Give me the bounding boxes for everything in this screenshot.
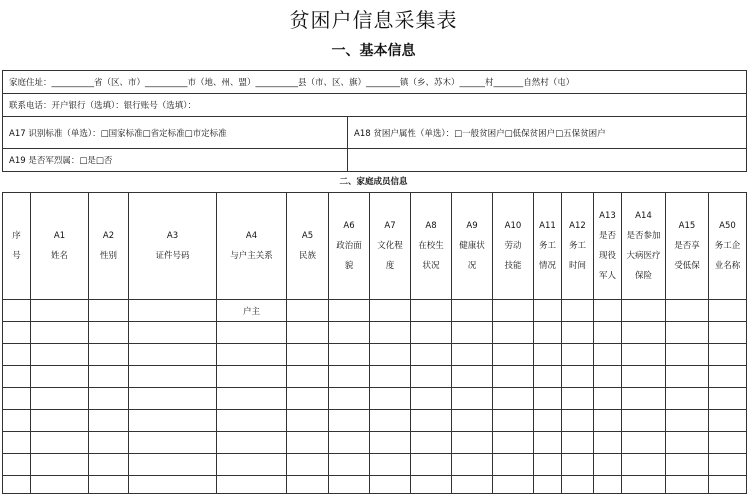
member-cell[interactable]: [329, 344, 370, 366]
member-cell[interactable]: [709, 476, 747, 494]
column-header-line: 受低保: [674, 261, 700, 271]
member-cell[interactable]: [594, 344, 622, 366]
member-cell[interactable]: [562, 344, 594, 366]
column-header-line: 状况: [422, 261, 440, 271]
column-header-line: 业名称: [714, 261, 741, 271]
member-cell[interactable]: [217, 454, 287, 476]
member-cell[interactable]: [493, 410, 534, 432]
member-cell[interactable]: [493, 432, 534, 454]
member-cell[interactable]: [452, 476, 493, 494]
form-title: 贫困户信息采集表: [289, 8, 458, 32]
member-cell[interactable]: [666, 454, 709, 476]
member-cell[interactable]: [129, 388, 217, 410]
member-cell[interactable]: [562, 476, 594, 494]
member-cell[interactable]: [370, 388, 411, 410]
member-cell[interactable]: [329, 432, 370, 454]
member-cell[interactable]: [89, 388, 129, 410]
member-cell[interactable]: [3, 476, 31, 494]
member-cell[interactable]: [594, 454, 622, 476]
member-cell[interactable]: [493, 476, 534, 494]
member-cell[interactable]: [411, 476, 452, 494]
member-cell[interactable]: [452, 366, 493, 388]
member-cell[interactable]: [493, 322, 534, 344]
member-cell[interactable]: [493, 454, 534, 476]
column-header-2: [89, 193, 129, 300]
column-header-line: 政治面: [336, 241, 362, 251]
a19-empty-cell: [348, 149, 747, 172]
member-cell[interactable]: [370, 454, 411, 476]
member-cell[interactable]: [370, 432, 411, 454]
member-cell[interactable]: [666, 410, 709, 432]
member-cell[interactable]: [287, 300, 329, 322]
member-cell[interactable]: [370, 366, 411, 388]
member-cell[interactable]: [666, 432, 709, 454]
column-header-line: A6: [343, 221, 355, 231]
column-header-line: 劳动: [504, 241, 522, 251]
column-header-line: 号: [12, 251, 21, 261]
column-header-14: [622, 193, 666, 300]
member-cell[interactable]: [31, 410, 89, 432]
member-cell[interactable]: [3, 344, 31, 366]
column-header-line: 务工: [538, 241, 556, 251]
column-header-line: 保险: [634, 271, 652, 281]
member-row: [3, 432, 747, 454]
column-header-11: [534, 193, 562, 300]
member-cell[interactable]: [452, 454, 493, 476]
column-header-line: A11: [539, 221, 556, 231]
column-header-12: [562, 193, 594, 300]
member-cell[interactable]: [562, 300, 594, 322]
member-cell[interactable]: [129, 432, 217, 454]
member-cell[interactable]: [622, 344, 666, 366]
column-header-16: [709, 193, 747, 300]
column-header-line: A4: [245, 231, 258, 241]
member-cell[interactable]: [622, 410, 666, 432]
member-cell[interactable]: [3, 322, 31, 344]
column-header-line: 大病医疗: [626, 251, 661, 261]
member-cell[interactable]: [31, 476, 89, 494]
member-cell[interactable]: [562, 410, 594, 432]
column-header-line: 务工: [568, 241, 586, 251]
member-cell[interactable]: [709, 388, 747, 410]
member-cell[interactable]: [493, 366, 534, 388]
column-header-line: A7: [384, 221, 396, 231]
member-cell[interactable]: [562, 432, 594, 454]
member-cell[interactable]: [329, 454, 370, 476]
member-cell[interactable]: [452, 410, 493, 432]
member-cell[interactable]: [217, 476, 287, 494]
member-cell[interactable]: [534, 476, 562, 494]
member-cell[interactable]: [129, 476, 217, 494]
column-header-line: A3: [166, 231, 179, 241]
column-header-line: 军人: [598, 271, 616, 281]
member-cell[interactable]: [709, 322, 747, 344]
member-cell[interactable]: [370, 300, 411, 322]
member-cell[interactable]: [287, 344, 329, 366]
member-cell[interactable]: [666, 300, 709, 322]
member-cell[interactable]: [709, 366, 747, 388]
member-cell[interactable]: [287, 366, 329, 388]
member-cell[interactable]: [534, 300, 562, 322]
member-cell[interactable]: [493, 344, 534, 366]
member-cell[interactable]: [329, 410, 370, 432]
column-header-4: [217, 193, 287, 300]
family-members-table: [2, 192, 747, 494]
column-header-3: [129, 193, 217, 300]
member-cell[interactable]: [287, 410, 329, 432]
a19-military-family[interactable]: A19 是否军烈属：□是□否: [3, 149, 348, 172]
column-header-0: [3, 193, 31, 300]
member-cell[interactable]: [411, 388, 452, 410]
member-cell[interactable]: [622, 300, 666, 322]
member-cell[interactable]: [129, 322, 217, 344]
column-header-line: A1: [53, 231, 66, 241]
member-cell[interactable]: [287, 432, 329, 454]
member-row: [3, 388, 747, 410]
member-cell[interactable]: [411, 300, 452, 322]
column-header-line: 况: [467, 261, 477, 271]
member-cell[interactable]: [594, 366, 622, 388]
member-cell[interactable]: [534, 344, 562, 366]
member-cell[interactable]: [666, 388, 709, 410]
member-cell[interactable]: [411, 366, 452, 388]
column-header-9: [452, 193, 493, 300]
column-header-8: [411, 193, 452, 300]
member-cell[interactable]: [562, 366, 594, 388]
member-cell[interactable]: [411, 344, 452, 366]
member-cell[interactable]: [534, 454, 562, 476]
column-header-line: 务工企: [714, 241, 741, 251]
member-cell[interactable]: [452, 432, 493, 454]
section-basic-info-heading: 一、基本信息: [331, 43, 416, 59]
member-cell[interactable]: [594, 476, 622, 494]
column-header-line: 貌: [344, 261, 354, 271]
member-cell[interactable]: [666, 322, 709, 344]
member-cell[interactable]: [411, 410, 452, 432]
member-cell[interactable]: [31, 300, 89, 322]
member-cell[interactable]: [129, 300, 217, 322]
member-cell[interactable]: [370, 344, 411, 366]
member-cell[interactable]: [666, 476, 709, 494]
member-row: [3, 300, 747, 322]
member-cell[interactable]: [89, 410, 129, 432]
member-cell[interactable]: [217, 410, 287, 432]
column-header-6: [329, 193, 370, 300]
member-cell[interactable]: [493, 388, 534, 410]
member-cell[interactable]: [217, 432, 287, 454]
column-header-13: [594, 193, 622, 300]
member-row: [3, 410, 747, 432]
a17-identification-standard[interactable]: A17 识别标准（单选）：□国家标准□省定标准□市定标准: [3, 117, 348, 149]
member-cell[interactable]: [89, 476, 129, 494]
address-field[interactable]: 家庭住址：__________省（区、市）__________市（地、州、盟）__________县（市、区、旗）________镇（乡、苏木）______村_______自然村（屯）: [3, 71, 747, 94]
column-header-line: 是否享: [674, 241, 700, 251]
member-cell[interactable]: [31, 344, 89, 366]
column-header-line: 文化程: [377, 241, 403, 251]
member-cell[interactable]: [31, 322, 89, 344]
member-cell[interactable]: [89, 300, 129, 322]
member-cell[interactable]: [411, 454, 452, 476]
member-row: [3, 366, 747, 388]
a18-poverty-household-attribute[interactable]: A18 贫困户属性（单选）：□一般贫困户□低保贫困户□五保贫困户: [348, 117, 747, 149]
column-header-line: 序: [12, 231, 21, 241]
member-cell[interactable]: [329, 366, 370, 388]
column-header-15: [666, 193, 709, 300]
member-cell[interactable]: [89, 366, 129, 388]
column-header-line: 姓名: [50, 251, 68, 261]
member-cell[interactable]: [452, 344, 493, 366]
column-header-line: A15: [678, 221, 696, 231]
member-cell[interactable]: [622, 432, 666, 454]
column-header-10: [493, 193, 534, 300]
member-cell[interactable]: [534, 432, 562, 454]
column-header-7: [370, 193, 411, 300]
section-family-members-heading: 二、家庭成员信息: [339, 177, 408, 187]
member-cell[interactable]: [562, 454, 594, 476]
member-cell[interactable]: [370, 410, 411, 432]
member-cell[interactable]: [534, 388, 562, 410]
member-cell[interactable]: [370, 322, 411, 344]
member-cell[interactable]: [534, 366, 562, 388]
column-header-line: 情况: [538, 261, 556, 271]
basic-info-table: [2, 70, 747, 172]
member-cell[interactable]: [709, 432, 747, 454]
member-cell[interactable]: [3, 410, 31, 432]
member-cell[interactable]: [129, 344, 217, 366]
column-header-line: 在校生: [418, 241, 444, 251]
member-cell[interactable]: [622, 322, 666, 344]
member-cell[interactable]: [287, 454, 329, 476]
member-cell[interactable]: [3, 388, 31, 410]
member-cell[interactable]: [493, 300, 534, 322]
column-header-line: A13: [599, 211, 616, 221]
member-cell[interactable]: [217, 366, 287, 388]
member-cell[interactable]: [287, 322, 329, 344]
member-cell[interactable]: [89, 344, 129, 366]
column-header-line: 与户主关系: [230, 251, 273, 261]
column-header-line: 是否参加: [626, 231, 661, 241]
member-cell[interactable]: [452, 300, 493, 322]
member-cell[interactable]: [31, 432, 89, 454]
member-row: [3, 344, 747, 366]
column-header-line: 是否: [598, 231, 616, 241]
member-cell[interactable]: [562, 322, 594, 344]
member-cell[interactable]: [31, 454, 89, 476]
member-cell[interactable]: [594, 322, 622, 344]
column-header-line: A5: [301, 231, 314, 241]
member-cell[interactable]: [594, 388, 622, 410]
column-header-5: [287, 193, 329, 300]
member-cell[interactable]: [89, 432, 129, 454]
member-cell[interactable]: [217, 388, 287, 410]
member-cell[interactable]: [709, 300, 747, 322]
member-cell[interactable]: [31, 366, 89, 388]
member-cell[interactable]: [129, 366, 217, 388]
column-header-line: A50: [719, 221, 736, 231]
member-row: [3, 322, 747, 344]
member-cell[interactable]: [287, 476, 329, 494]
member-cell[interactable]: [452, 388, 493, 410]
column-header-line: 时间: [568, 261, 586, 271]
member-cell[interactable]: [534, 322, 562, 344]
member-cell[interactable]: [217, 344, 287, 366]
member-cell[interactable]: [452, 322, 493, 344]
member-cell[interactable]: [622, 454, 666, 476]
member-cell[interactable]: [666, 344, 709, 366]
column-header-line: A8: [425, 221, 437, 231]
member-row: [3, 454, 747, 476]
member-cell[interactable]: [562, 388, 594, 410]
member-cell[interactable]: [594, 300, 622, 322]
members-header-row: [3, 193, 747, 300]
member-cell[interactable]: [31, 388, 89, 410]
column-header-line: 现役: [598, 251, 616, 261]
member-cell[interactable]: [411, 322, 452, 344]
column-header-1: [31, 193, 89, 300]
column-header-line: A10: [504, 221, 522, 231]
column-header-line: A9: [466, 221, 478, 231]
member-cell[interactable]: [594, 410, 622, 432]
member-cell[interactable]: [3, 454, 31, 476]
column-header-line: 技能: [504, 261, 522, 271]
column-header-line: 性别: [99, 251, 117, 261]
member-cell[interactable]: [622, 388, 666, 410]
column-header-line: 度: [385, 261, 395, 271]
column-header-line: 健康状: [459, 241, 485, 251]
member-cell[interactable]: [129, 410, 217, 432]
member-cell[interactable]: [217, 322, 287, 344]
member-cell[interactable]: [666, 366, 709, 388]
column-header-line: A2: [102, 231, 115, 241]
member-cell[interactable]: [709, 410, 747, 432]
member-cell[interactable]: [594, 432, 622, 454]
member-cell[interactable]: [534, 410, 562, 432]
member-cell[interactable]: [411, 432, 452, 454]
column-header-line: 民族: [298, 251, 316, 261]
column-header-line: A14: [635, 211, 652, 221]
member-cell[interactable]: [622, 476, 666, 494]
member-cell[interactable]: [329, 476, 370, 494]
member-cell[interactable]: 户主: [217, 300, 287, 322]
member-cell[interactable]: [3, 366, 31, 388]
member-cell[interactable]: [329, 300, 370, 322]
column-header-line: 证件号码: [155, 251, 190, 261]
column-header-line: A12: [569, 221, 586, 231]
member-cell[interactable]: [370, 476, 411, 494]
member-cell[interactable]: [3, 432, 31, 454]
member-cell[interactable]: [287, 388, 329, 410]
member-cell[interactable]: [709, 454, 747, 476]
member-cell[interactable]: [3, 300, 31, 322]
member-cell[interactable]: [329, 322, 370, 344]
member-cell[interactable]: [89, 454, 129, 476]
member-cell[interactable]: [329, 388, 370, 410]
member-cell[interactable]: [709, 344, 747, 366]
member-cell[interactable]: [129, 454, 217, 476]
contact-field[interactable]: 联系电话：开户银行（选填）：银行账号（选填）：: [3, 94, 747, 117]
member-cell[interactable]: [622, 366, 666, 388]
member-cell[interactable]: [89, 322, 129, 344]
member-row: [3, 476, 747, 494]
